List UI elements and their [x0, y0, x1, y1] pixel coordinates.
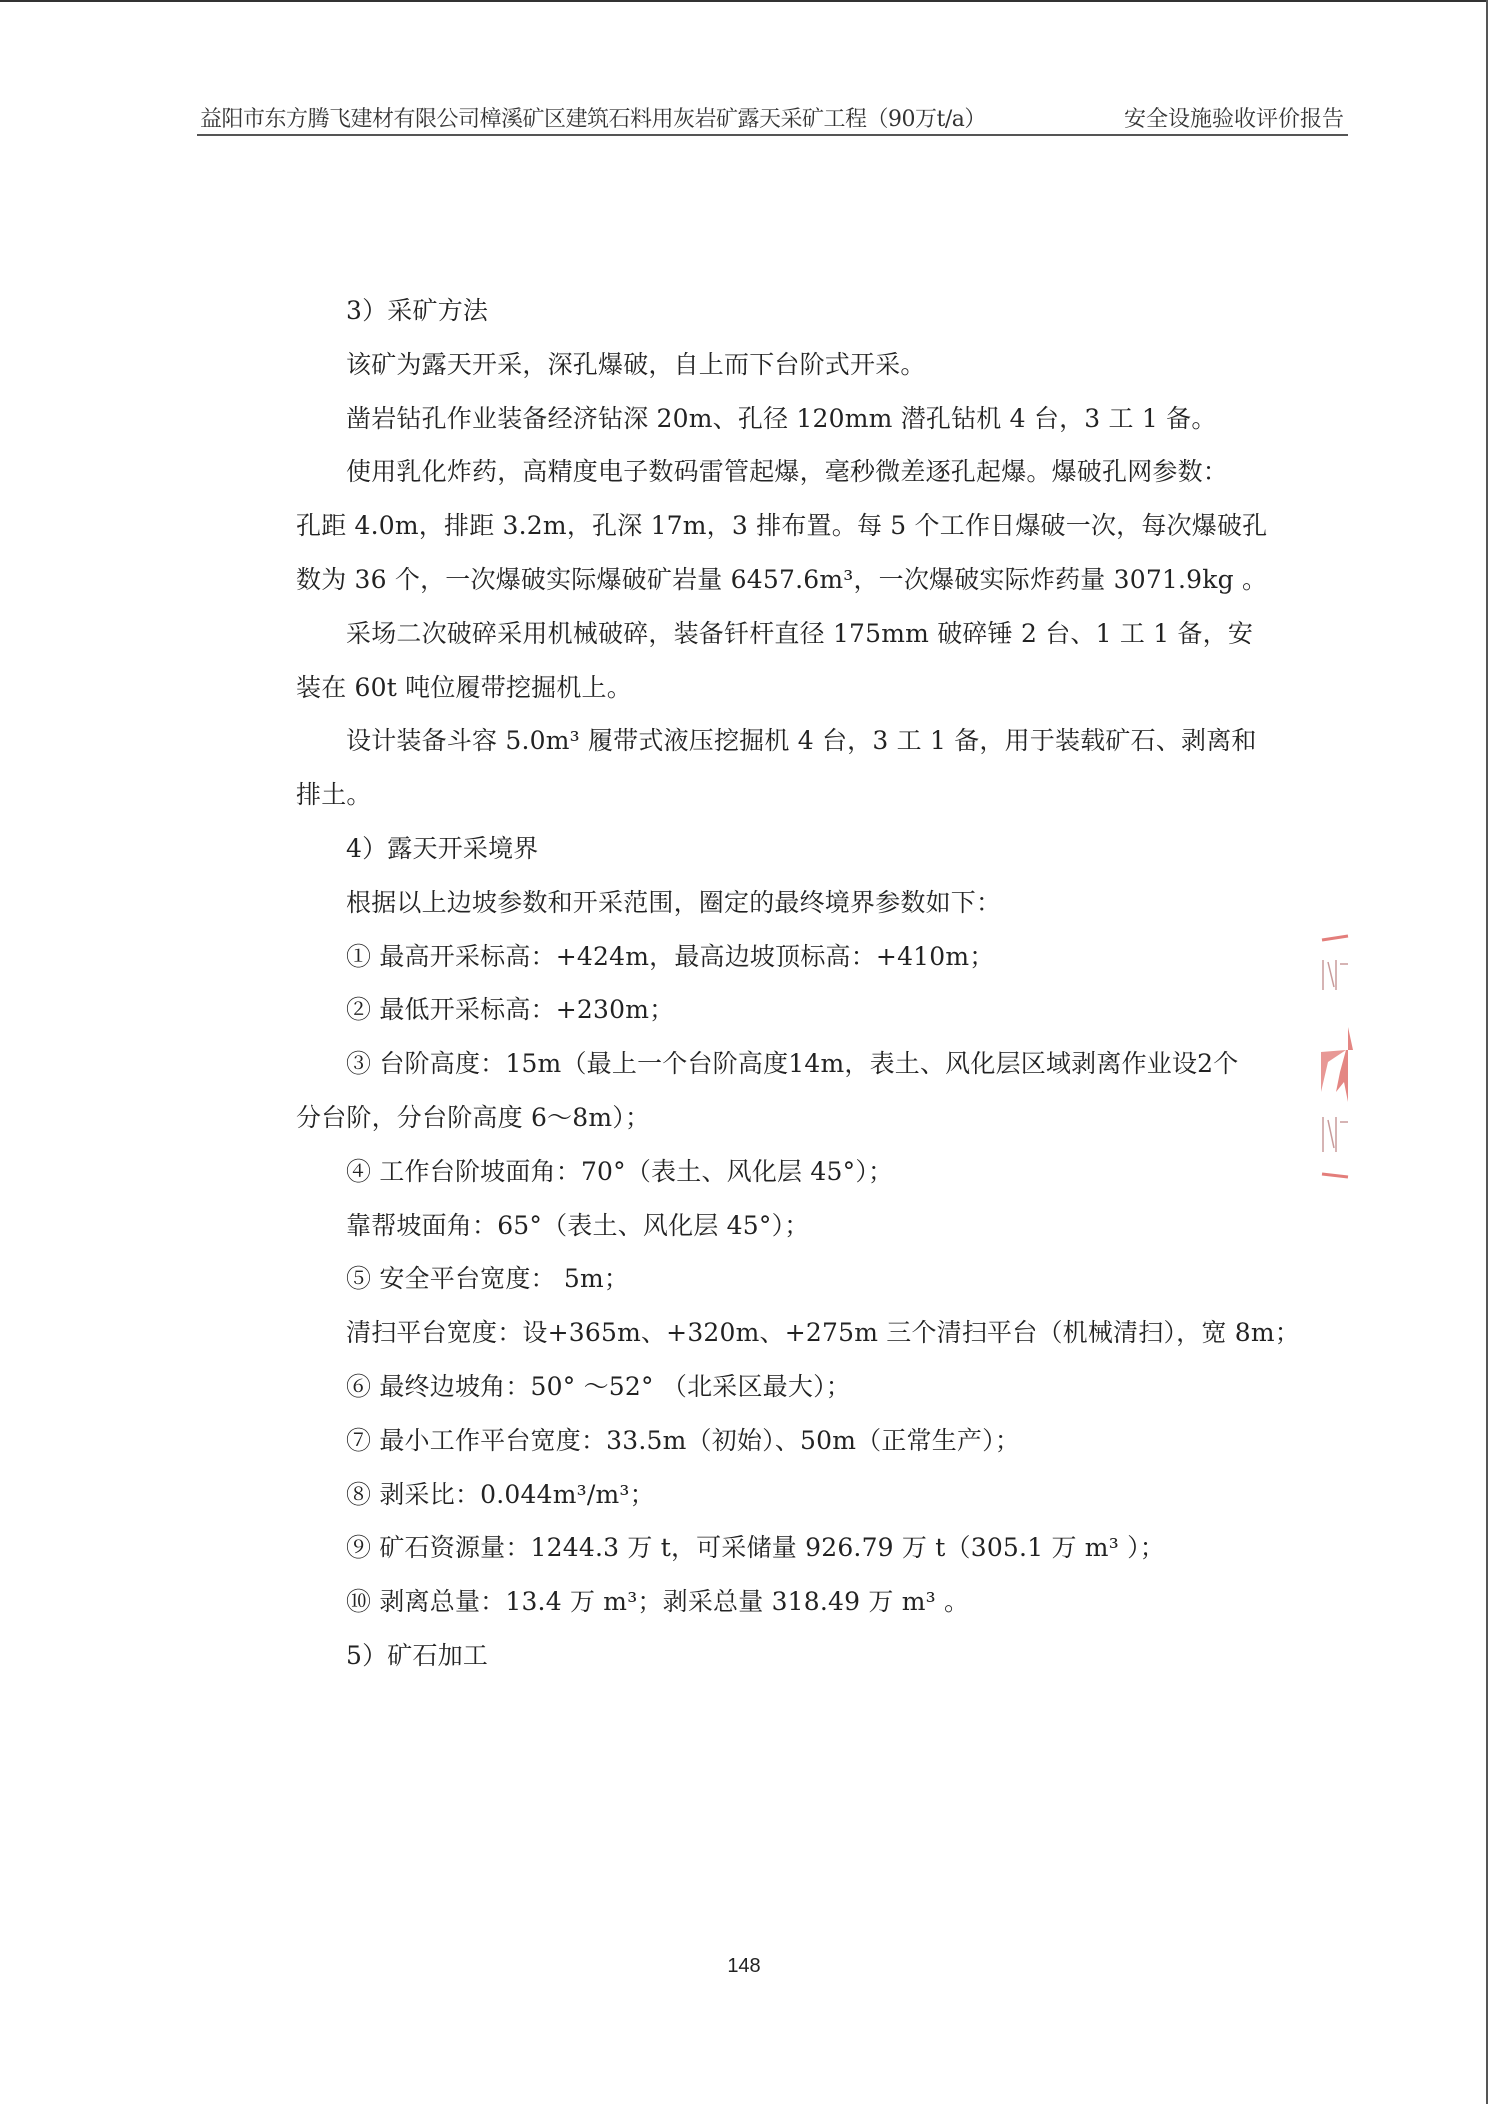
text-line: ⑧ 剥采比：0.044m³/m³；: [346, 1479, 655, 1509]
page-number: 148: [727, 1955, 761, 1977]
text-line: 凿岩钻孔作业装备经济钻深 20m、孔径 120mm 潜孔钻机 4 台，3 工 1 备。: [346, 403, 1217, 433]
text-line: 3）采矿方法: [346, 296, 489, 325]
text-line: 该矿为露天开采，深孔爆破，自上而下台阶式开采。: [346, 349, 926, 379]
text-line: ⑥ 最终边坡角：50° ～52° （北采区最大）；: [346, 1371, 851, 1401]
text-line: 清扫平台宽度：设+365m、+320m、+275m 三个清扫平台（机械清扫），宽 8m；: [346, 1318, 1300, 1348]
page-edge-top: [0, 0, 1488, 2]
text-line: 4）露天开采境界: [346, 833, 539, 863]
text-line: ⑤ 安全平台宽度： 5m；: [346, 1264, 630, 1294]
text-line: 靠帮坡面角：65°（表土、风化层 45°）；: [346, 1210, 810, 1240]
text-line: ③ 台阶高度：15m（最上一个台阶高度14m，表土、风化层区域剥离作业设2个: [346, 1049, 1239, 1079]
text-line: 孔距 4.0m，排距 3.2m，孔深 17m，3 排布置。每 5 个工作日爆破一次，每次爆破孔: [296, 511, 1268, 541]
seal-stamp-icon: [1318, 932, 1358, 1182]
text-line: 根据以上边坡参数和开采范围，圈定的最终境界参数如下：: [346, 887, 1002, 917]
text-line: 装在 60t 吨位履带挖掘机上。: [296, 672, 632, 702]
header-divider: [197, 134, 1348, 136]
text-line: 设计装备斗容 5.0m³ 履带式液压挖掘机 4 台，3 工 1 备，用于装载矿石、剥离和: [346, 726, 1257, 756]
document-body: [296, 294, 1300, 1693]
text-line: 采场二次破碎采用机械破碎，装备钎杆直径 175mm 破碎锤 2 台、1 工 1 备，安: [346, 618, 1254, 648]
text-line: ② 最低开采标高：+230m；: [346, 995, 675, 1025]
text-line: 5）矿石加工: [346, 1640, 489, 1670]
text-line: ⑩ 剥离总量：13.4 万 m³；剥采总量 318.49 万 m³ 。: [346, 1587, 970, 1617]
text-line: 使用乳化炸药，高精度电子数码雷管起爆，毫秒微差逐孔起爆。爆破孔网参数：: [346, 457, 1229, 487]
text-line: 分台阶，分台阶高度 6～8m）；: [296, 1102, 651, 1132]
text-line: ④ 工作台阶坡面角：70°（表土、风化层 45°）；: [346, 1156, 894, 1186]
text-line: 排土。: [296, 780, 372, 810]
text-line: 数为 36 个，一次爆破实际爆破矿岩量 6457.6m³，一次爆破实际炸药量 3071.9kg 。: [296, 564, 1268, 594]
running-header: [197, 102, 1348, 136]
header-report-title: 安全设施验收评价报告: [1123, 107, 1344, 132]
text-line: ⑦ 最小工作平台宽度：33.5m（初始）、50m（正常生产）；: [346, 1425, 1021, 1455]
text-line: ⑨ 矿石资源量：1244.3 万 t，可采储量 926.79 万 t（305.1 万 m³ ）；: [346, 1533, 1165, 1563]
header-project-title: 益阳市东方腾飞建材有限公司樟溪矿区建筑石料用灰岩矿露天采矿工程（90万t/a）: [200, 107, 986, 132]
text-line: ① 最高开采标高：+424m，最高边坡顶标高：+410m；: [346, 941, 995, 971]
